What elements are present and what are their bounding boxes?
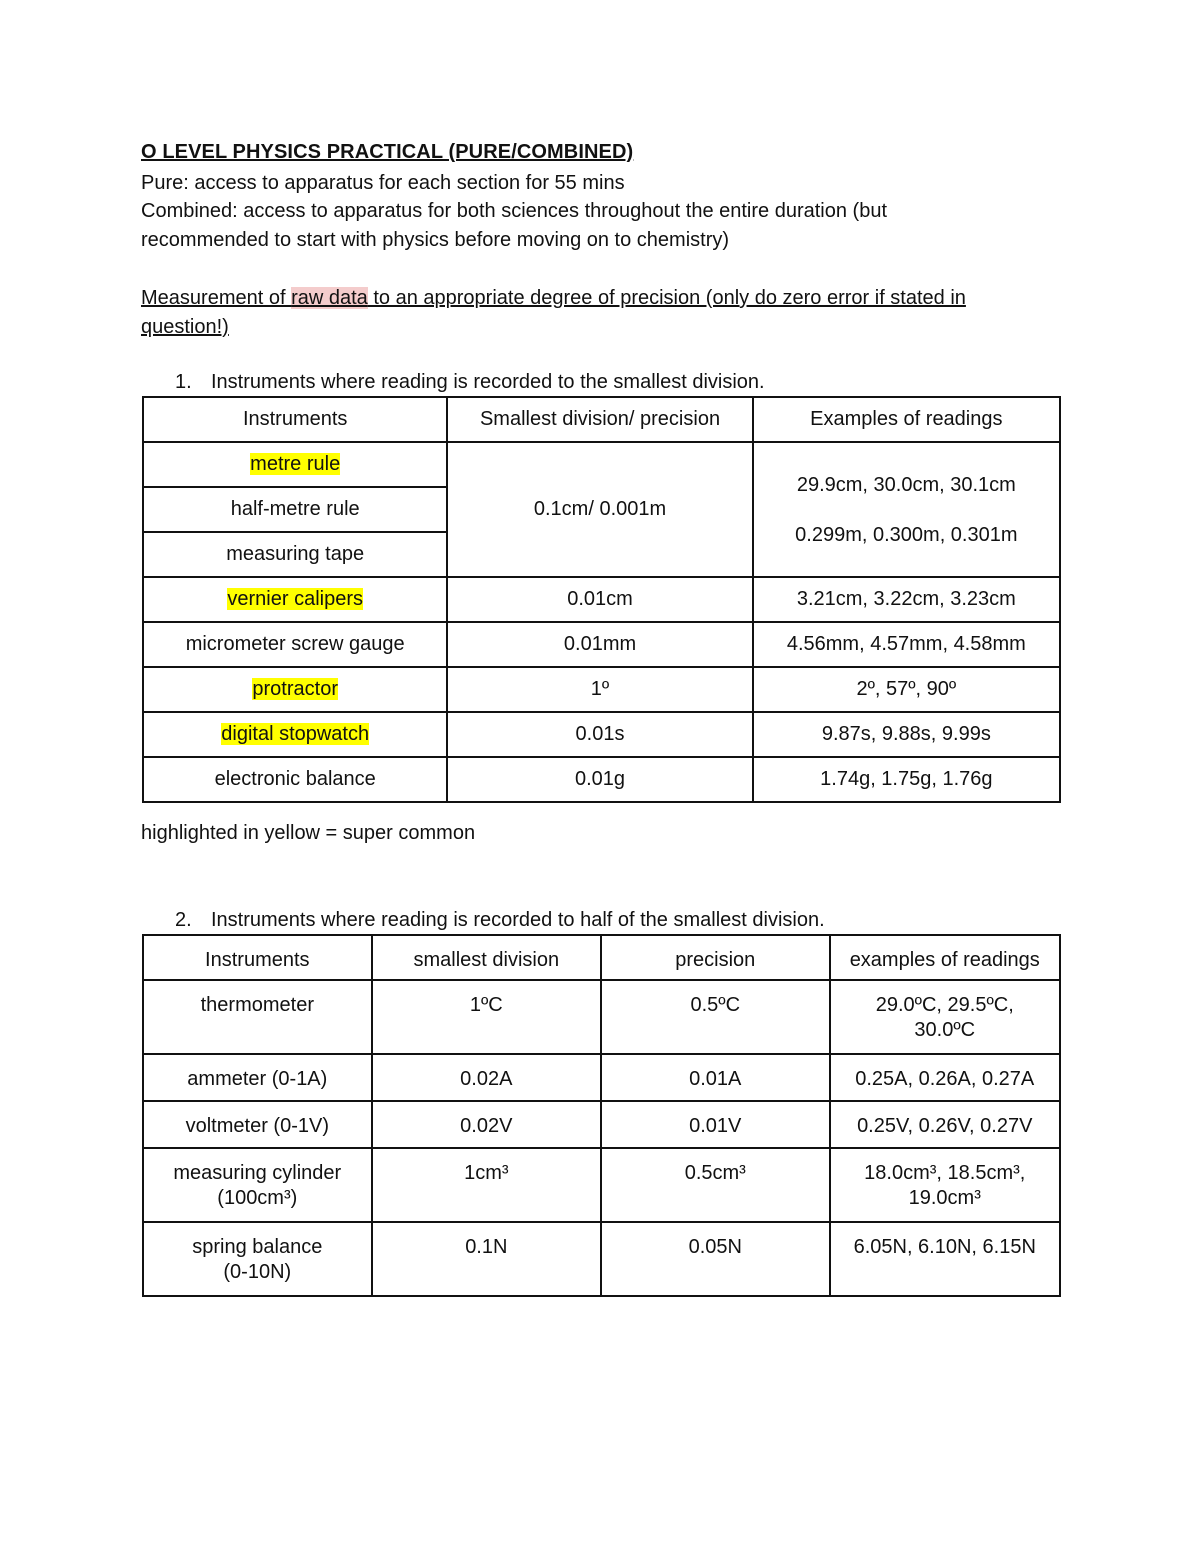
table-row bbox=[143, 1054, 1060, 1101]
examples-cell: 9.87s, 9.88s, 9.99s bbox=[753, 712, 1060, 757]
examples-cell bbox=[830, 1148, 1061, 1222]
examples-line-2: 30.0ºC bbox=[914, 1019, 976, 1041]
table-row bbox=[143, 442, 1060, 487]
table-header-cell: smallest division bbox=[372, 935, 601, 980]
instrument-cell: thermometer bbox=[143, 980, 372, 1054]
table-row bbox=[143, 577, 1060, 622]
section-2-text: Instruments where reading is recorded to half of the smallest division. bbox=[211, 909, 825, 931]
division-cell: 0.1N bbox=[372, 1222, 601, 1296]
instrument-name: digital stopwatch bbox=[221, 723, 370, 745]
examples-cell: 3.21cm, 3.22cm, 3.23cm bbox=[753, 577, 1060, 622]
intro-combined-line-1: Combined: access to apparatus for both sciences throughout the entire duration (but bbox=[141, 200, 888, 222]
table-row bbox=[143, 667, 1060, 712]
table-header-cell: Examples of readings bbox=[753, 397, 1060, 442]
instrument-cell bbox=[143, 1148, 372, 1222]
table-header-row bbox=[143, 935, 1060, 980]
highlight-note: highlighted in yellow = super common bbox=[141, 822, 476, 844]
division-cell: 0.02V bbox=[372, 1101, 601, 1148]
instrument-cell bbox=[143, 667, 447, 712]
smallest-division-table bbox=[142, 396, 1061, 803]
precision-cell: 0.1cm/ 0.001m bbox=[447, 442, 752, 577]
table-header-cell: Instruments bbox=[143, 935, 372, 980]
instrument-cell: half-metre rule bbox=[143, 487, 447, 532]
examples-line-1: 29.0ºC, 29.5ºC, bbox=[875, 994, 1014, 1016]
table-header-cell: examples of readings bbox=[830, 935, 1061, 980]
instrument-cell: measuring tape bbox=[143, 532, 447, 577]
intro-pure: Pure: access to apparatus for each section for 55 mins bbox=[141, 172, 625, 194]
instrument-name: protractor bbox=[252, 678, 338, 700]
section-1-heading bbox=[175, 371, 765, 394]
raw-data-highlight: raw data bbox=[291, 287, 368, 309]
instrument-cell: electronic balance bbox=[143, 757, 447, 802]
examples-line-1: 18.0cm³, 18.5cm³, bbox=[864, 1162, 1026, 1184]
table-row bbox=[143, 1222, 1060, 1296]
examples-cell bbox=[830, 980, 1061, 1054]
table-row bbox=[143, 980, 1060, 1054]
precision-cell: 0.01s bbox=[447, 712, 752, 757]
table-header-cell: precision bbox=[601, 935, 829, 980]
table-row bbox=[143, 1101, 1060, 1148]
examples-cell: 0.25A, 0.26A, 0.27A bbox=[830, 1054, 1061, 1101]
precision-cell: 1º bbox=[447, 667, 752, 712]
table-header-cell: Smallest division/ precision bbox=[447, 397, 752, 442]
examples-m: 0.299m, 0.300m, 0.301m bbox=[795, 523, 1018, 546]
division-cell: 0.02A bbox=[372, 1054, 601, 1101]
instrument-line-2: (100cm³) bbox=[217, 1187, 298, 1209]
half-division-table bbox=[142, 934, 1061, 1297]
instrument-cell: ammeter (0-1A) bbox=[143, 1054, 372, 1101]
precision-cell: 0.5cm³ bbox=[601, 1148, 829, 1222]
precision-cell: 0.01V bbox=[601, 1101, 829, 1148]
section-1-number: 1. bbox=[175, 371, 192, 393]
section-1-text: Instruments where reading is recorded to the smallest division. bbox=[211, 371, 765, 393]
precision-cell: 0.01A bbox=[601, 1054, 829, 1101]
division-cell: 1cm³ bbox=[372, 1148, 601, 1222]
subheading-part-1: Measurement of bbox=[141, 287, 292, 309]
examples-cell bbox=[753, 442, 1060, 577]
instrument-line-2: (0-10N) bbox=[223, 1261, 292, 1283]
examples-cell: 1.74g, 1.75g, 1.76g bbox=[753, 757, 1060, 802]
instrument-cell bbox=[143, 712, 447, 757]
examples-line-2: 19.0cm³ bbox=[908, 1187, 981, 1209]
examples-cell: 0.25V, 0.26V, 0.27V bbox=[830, 1101, 1061, 1148]
table-row bbox=[143, 712, 1060, 757]
instrument-cell: voltmeter (0-1V) bbox=[143, 1101, 372, 1148]
examples-cell: 2º, 57º, 90º bbox=[753, 667, 1060, 712]
instrument-cell: micrometer screw gauge bbox=[143, 622, 447, 667]
table-row bbox=[143, 1148, 1060, 1222]
examples-cell: 6.05N, 6.10N, 6.15N bbox=[830, 1222, 1061, 1296]
table-row bbox=[143, 757, 1060, 802]
precision-cell: 0.05N bbox=[601, 1222, 829, 1296]
precision-cell: 0.01mm bbox=[447, 622, 752, 667]
instrument-name: vernier calipers bbox=[227, 588, 363, 610]
precision-cell: 0.5ºC bbox=[601, 980, 829, 1054]
examples-cm: 29.9cm, 30.0cm, 30.1cm bbox=[796, 473, 1016, 496]
instrument-line-1: spring balance bbox=[192, 1236, 323, 1258]
instrument-name: metre rule bbox=[250, 453, 341, 475]
subheading-part-2: to an appropriate degree of precision (only do zero error if stated in question!) bbox=[141, 287, 966, 338]
instrument-cell bbox=[143, 577, 447, 622]
table-header-row bbox=[143, 397, 1060, 442]
section-2-heading bbox=[175, 909, 825, 932]
instrument-cell bbox=[143, 1222, 372, 1296]
page-title: O LEVEL PHYSICS PRACTICAL (PURE/COMBINED) bbox=[141, 141, 634, 163]
table-header-cell: Instruments bbox=[143, 397, 447, 442]
examples-cell: 4.56mm, 4.57mm, 4.58mm bbox=[753, 622, 1060, 667]
intro-combined-line-2: recommended to start with physics before moving on to chemistry) bbox=[141, 229, 730, 251]
division-cell: 1ºC bbox=[372, 980, 601, 1054]
table-row bbox=[143, 622, 1060, 667]
section-2-number: 2. bbox=[175, 909, 192, 931]
precision-cell: 0.01g bbox=[447, 757, 752, 802]
measurement-subheading bbox=[141, 284, 1041, 342]
instrument-cell bbox=[143, 442, 447, 487]
precision-cell: 0.01cm bbox=[447, 577, 752, 622]
instrument-line-1: measuring cylinder bbox=[173, 1162, 342, 1184]
